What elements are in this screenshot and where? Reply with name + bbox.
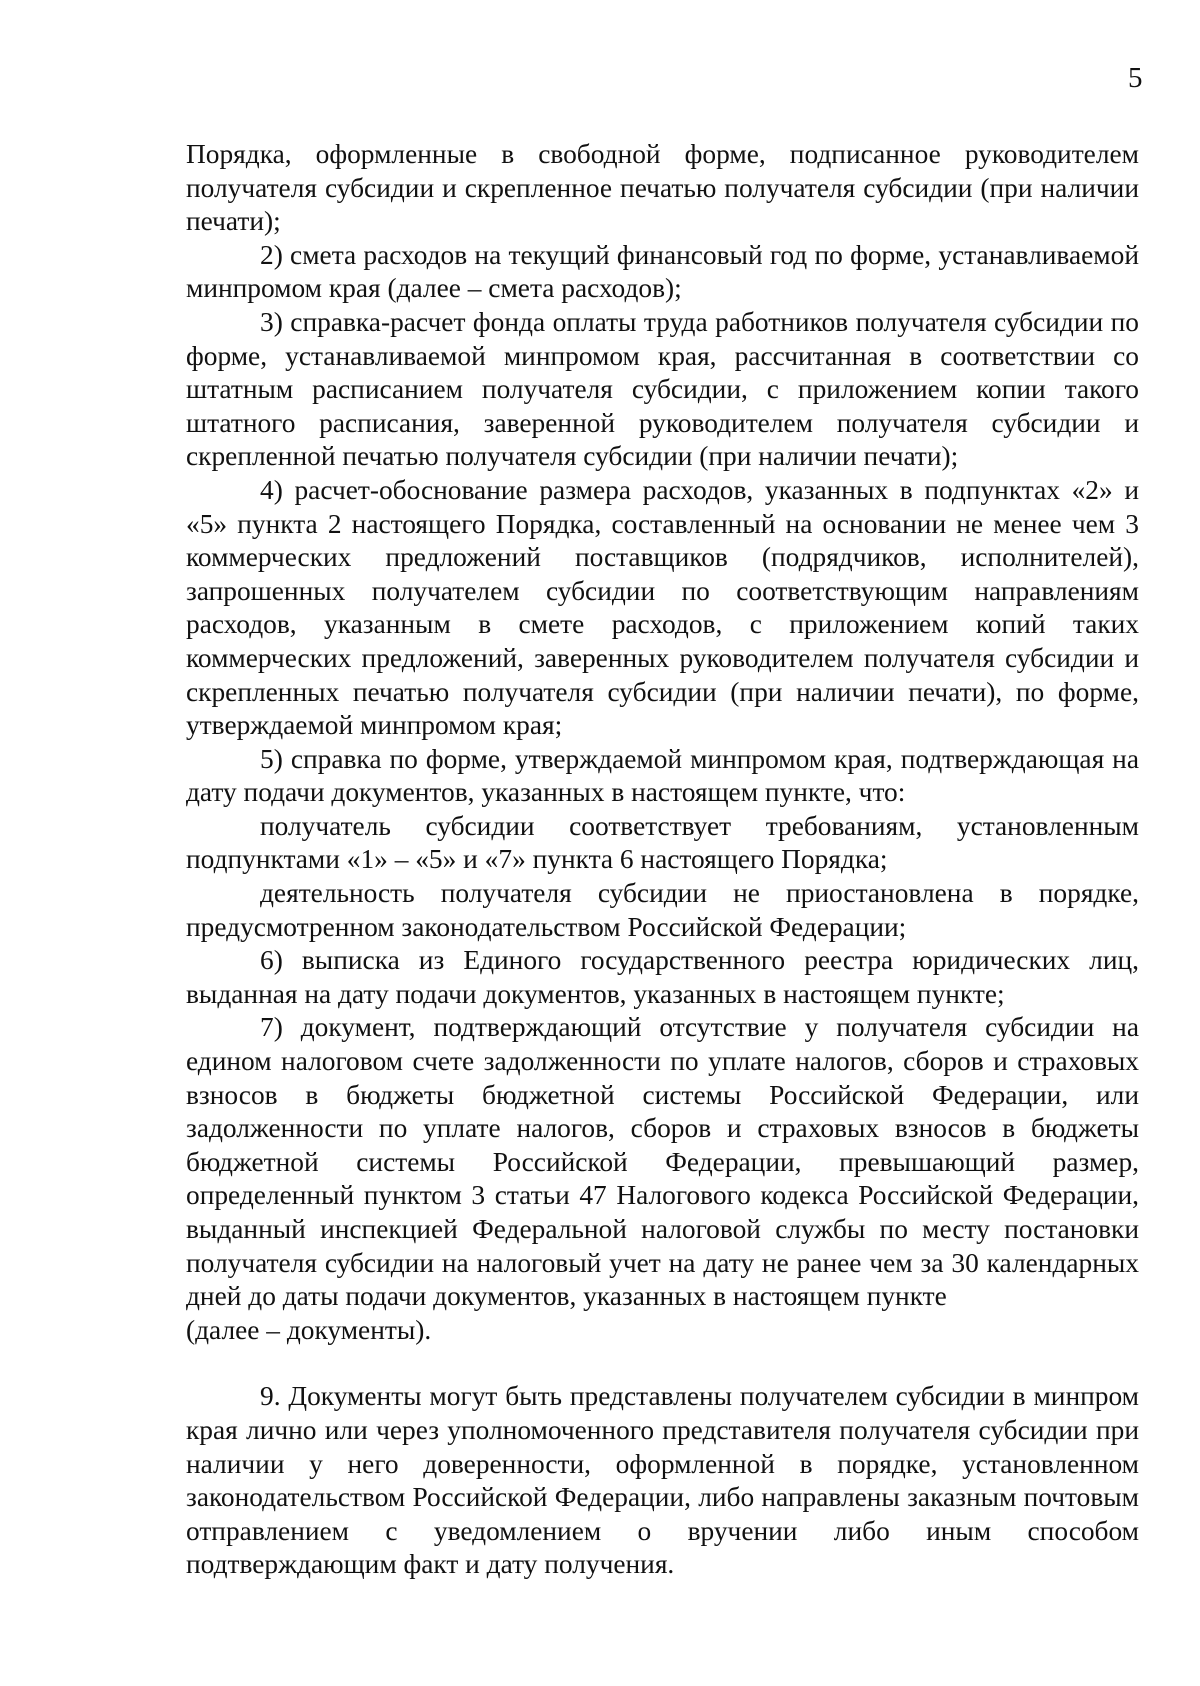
page-number: 5 [1128, 62, 1143, 94]
paragraph-section-9: 9. Документы могут быть представлены получателем субсидии в минпром края лично или через уполномоченного представителя получателя субсидии при наличии у него доверенности, оформленной в порядке, установленном законодательством Российской Федерации, либо направлены заказным почтовым отправлением с уведомлением о вручении либо иным способом подтверждающим факт и дату получения. [186, 1381, 1139, 1580]
paragraph-item-3: 3) справка-расчет фонда оплаты труда работников получателя субсидии по форме, устанавливаемой минпромом края, рассчитанная в соответствии со штатным расписанием получателя субсидии, с приложением копии такого штатного расписания, заверенной руководителем получателя субсидии и скрепленной печатью получателя субсидии (при наличии печати); [186, 306, 1139, 472]
paragraph-item-4: 4) расчет-обоснование размера расходов, указанных в подпунктах «2» и «5» пункта 2 настоящего Порядка, составленный на основании не менее чем 3 коммерческих предложений поставщиков (подрядчиков, исполнителей), запрошенных получателем субсидии по соответствующим направлениям расходов, указанным в смете расходов, с приложением копий таких коммерческих предложений, заверенных руководителем получателя субсидии и скрепленных печатью получателя субсидии (при наличии печати), по форме, утверждаемой минпромом края; [186, 474, 1139, 741]
paragraph-item-5: 5) справка по форме, утверждаемой минпромом края, подтверждающая на дату подачи документов, указанных в настоящем пункте, что: [186, 743, 1139, 808]
document-body [186, 138, 1139, 1582]
paragraph-item-2: 2) смета расходов на текущий финансовый год по форме, устанавливаемой минпромом края (далее – смета расходов); [186, 239, 1139, 304]
paragraph-item-7: 7) документ, подтверждающий отсутствие у получателя субсидии на едином налоговом счете задолженности по уплате налогов, сборов и страховых взносов в бюджеты бюджетной системы Российской Федерации, или задолженности по уплате налогов, сборов и страховых взносов в бюджеты бюджетной системы Российской Федерации, превышающий размер, определенный пунктом 3 статьи 47 Налогового кодекса Российской Федерации, выданный инспекцией Федеральной налоговой службы по месту постановки получателя субсидии на налоговый учет на дату не ранее чем за 30 календарных дней до даты подачи документов, указанных в настоящем пункте [186, 1012, 1139, 1312]
paragraph-documents-definition: (далее – документы). [186, 1314, 432, 1345]
paragraph-item-5-clause-2: деятельность получателя субсидии не приостановлена в порядке, предусмотренном законодательством Российской Федерации; [186, 878, 1139, 942]
paragraph-continuation: Порядка, оформленные в свободной форме, подписанное руководителем получателя субсидии и скрепленное печатью получателя субсидии (при наличии печати); [186, 139, 1139, 237]
paragraph-item-5-clause-1: получатель субсидии соответствует требованиям, установленным подпунктами «1» – «5» и «7» пункта 6 настоящего Порядка; [186, 810, 1139, 875]
paragraph-item-6: 6) выписка из Единого государственного реестра юридических лиц, выданная на дату подачи документов, указанных в настоящем пункте; [186, 945, 1139, 1009]
